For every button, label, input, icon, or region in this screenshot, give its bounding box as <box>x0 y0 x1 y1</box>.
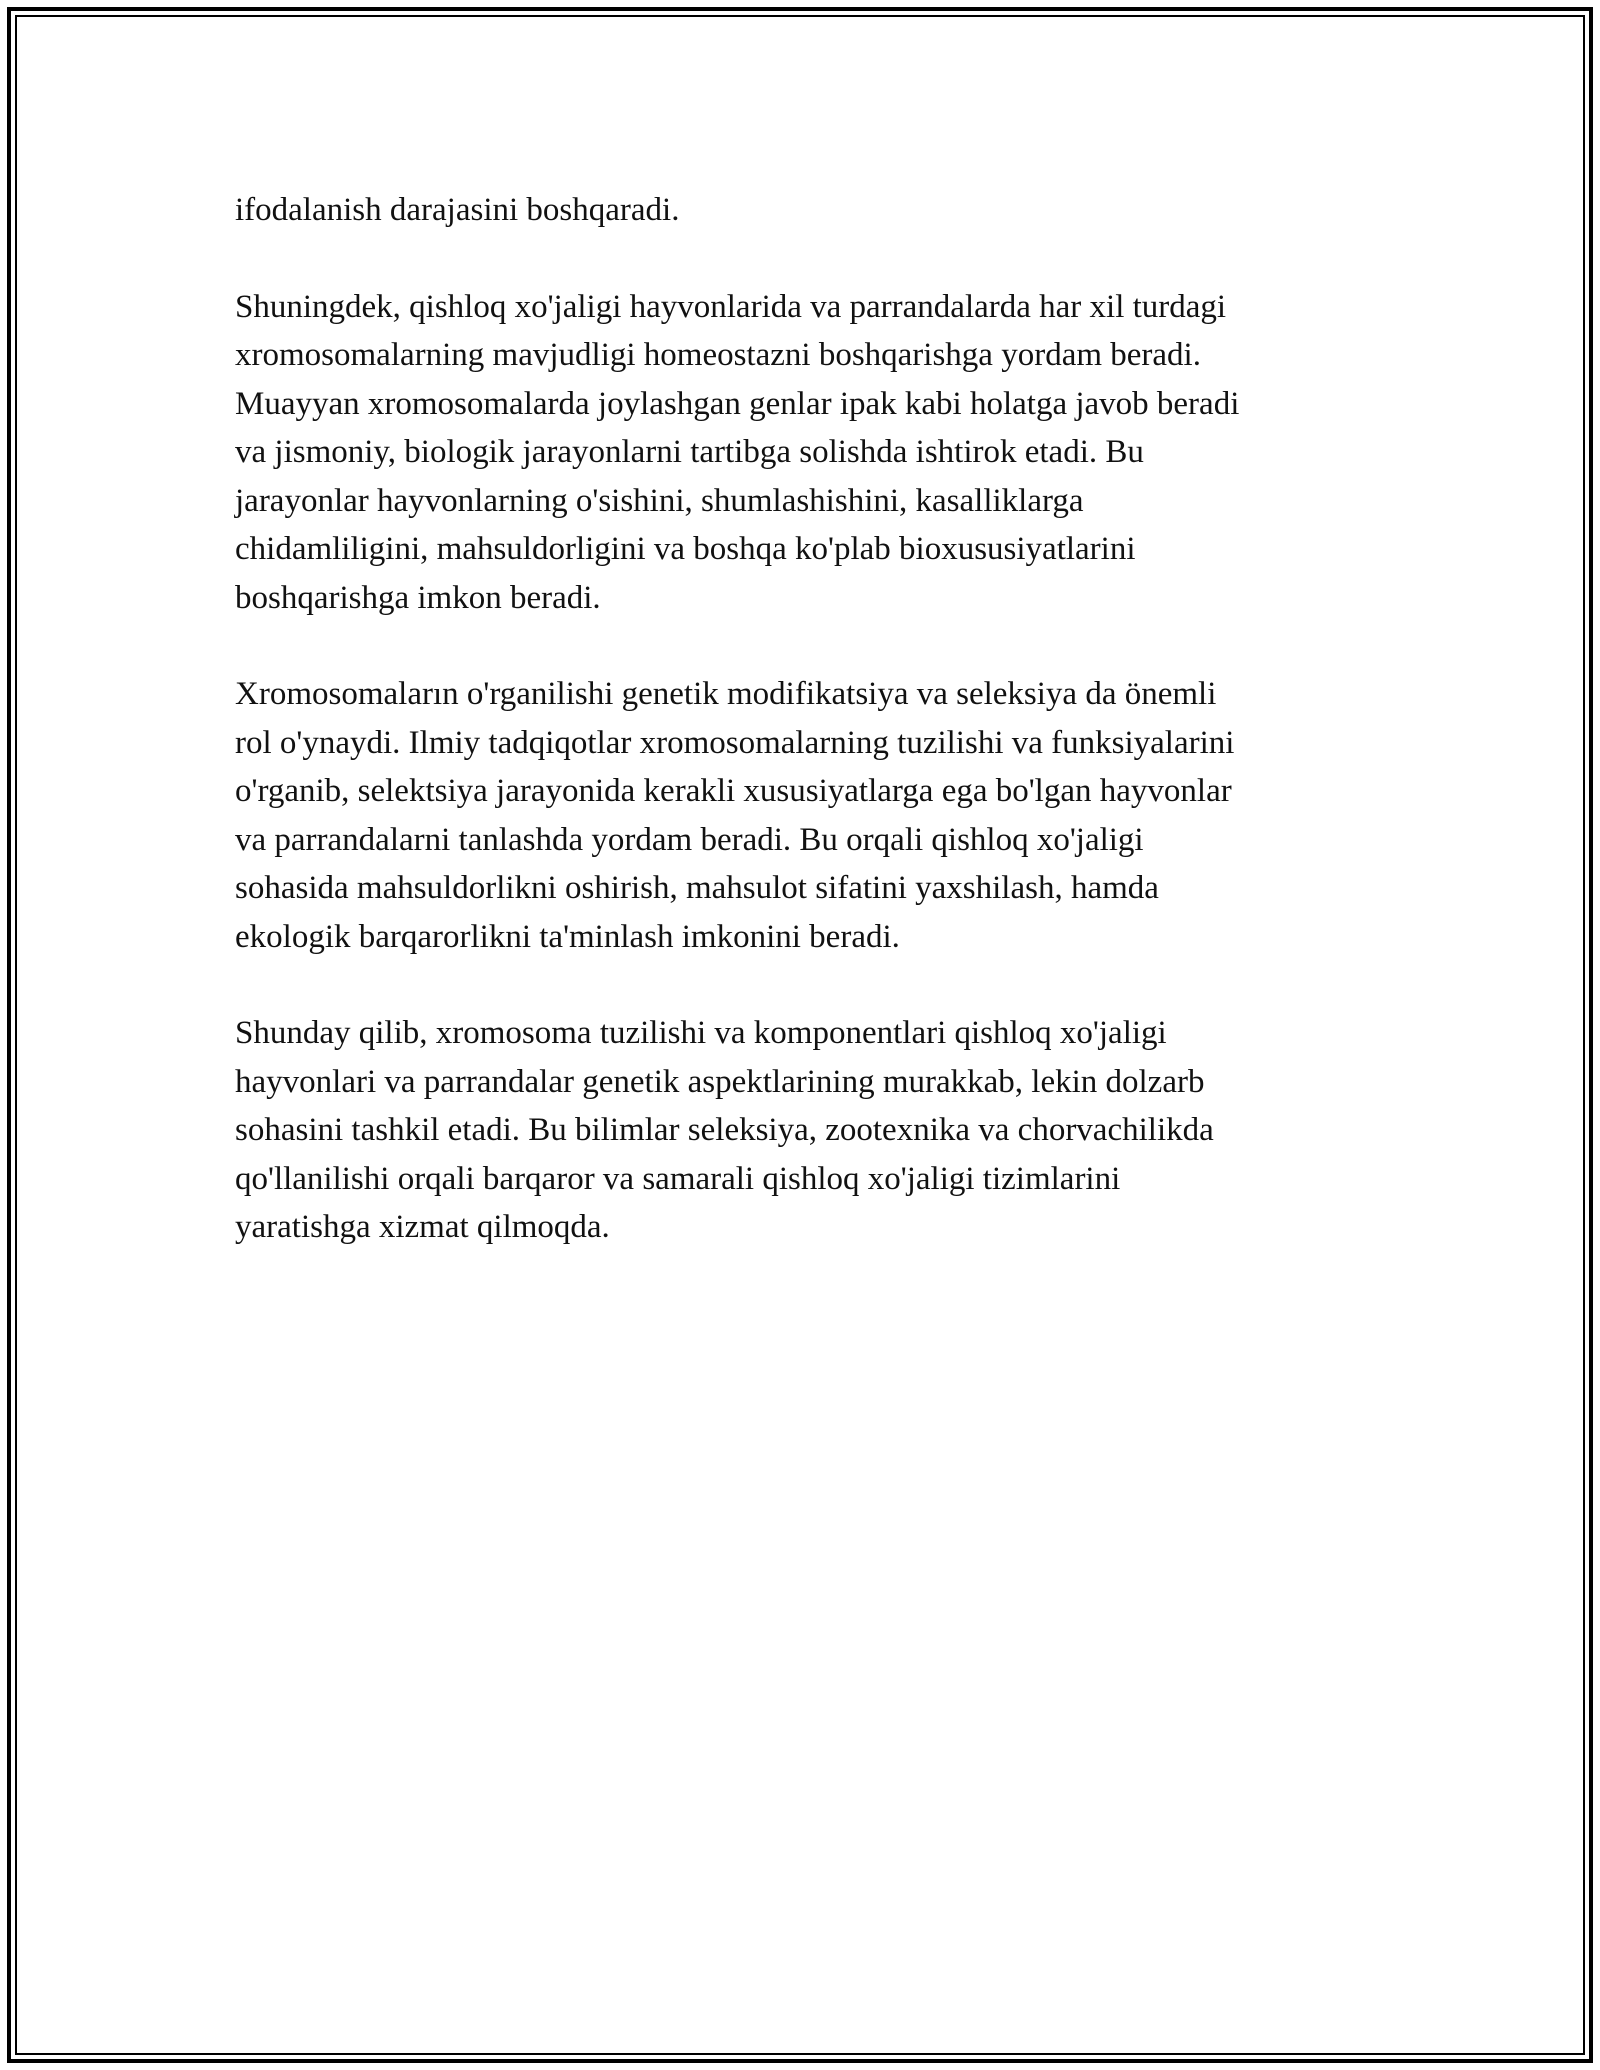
text-line: rol o'ynaydi. Ilmiy tadqiqotlar xromosomalarning tuzilishi va funksiyalarini <box>235 724 1235 761</box>
text-line: yaratishga xizmat qilmoqda. <box>235 1209 610 1245</box>
text-line: Muayyan xromosomalarda joylashgan genlar ipak kabi holatga javob beradi <box>235 385 1240 422</box>
text-line: ekologik barqarorlikni ta'minlash imkonini beradi. <box>235 918 900 955</box>
paragraph-1 <box>235 186 1360 235</box>
text-line: va jismoniy, biologik jarayonlarni tartibga solishda ishtirok etadi. Bu <box>235 434 1144 470</box>
text-line: Shunday qilib, xromosoma tuzilishi va komponentlari qishloq xo'jaligi <box>235 1015 1167 1051</box>
text-line: sohasida mahsuldorlikni oshirish, mahsulot sifatini yaxshilash, hamda <box>235 870 1159 906</box>
text-line: va parrandalarni tanlashda yordam beradi. Bu orqali qishloq xo'jaligi <box>235 821 1144 858</box>
paragraph-2 <box>235 283 1360 623</box>
text-line: qo'llanilishi orqali barqaror va samarali qishloq xo'jaligi tizimlarini <box>235 1160 1121 1197</box>
text-line: xromosomalarning mavjudligi homeostazni boshqarishga yordam beradi. <box>235 337 1201 373</box>
text-line: chidamliligini, mahsuldorligini va boshqa ko'plab bioxususiyatlarini <box>235 531 1136 567</box>
text-line: ifodalanish darajasini boshqaradi. <box>235 192 680 228</box>
text-line: boshqarishga imkon beradi. <box>235 579 601 616</box>
text-line: sohasini tashkil etadi. Bu bilimlar seleksiya, zootexnika va chorvachilikda <box>235 1112 1214 1148</box>
document-body <box>235 186 1360 1300</box>
text-line: Xromosomaların o'rganilishi genetik modifikatsiya va seleksiya da önemli <box>235 676 1217 712</box>
text-line: hayvonlari va parrandalar genetik aspektlarining murakkab, lekin dolzarb <box>235 1063 1205 1100</box>
paragraph-3 <box>235 670 1360 961</box>
text-line: jarayonlar hayvonlarning o'sishini, shumlashishini, kasalliklarga <box>235 482 1084 519</box>
paragraph-4 <box>235 1009 1360 1252</box>
text-line: o'rganib, selektsiya jarayonida kerakli xususiyatlarga ega bo'lgan hayvonlar <box>235 773 1232 809</box>
text-line: Shuningdek, qishloq xo'jaligi hayvonlarida va parrandalarda har xil turdagi <box>235 288 1227 325</box>
